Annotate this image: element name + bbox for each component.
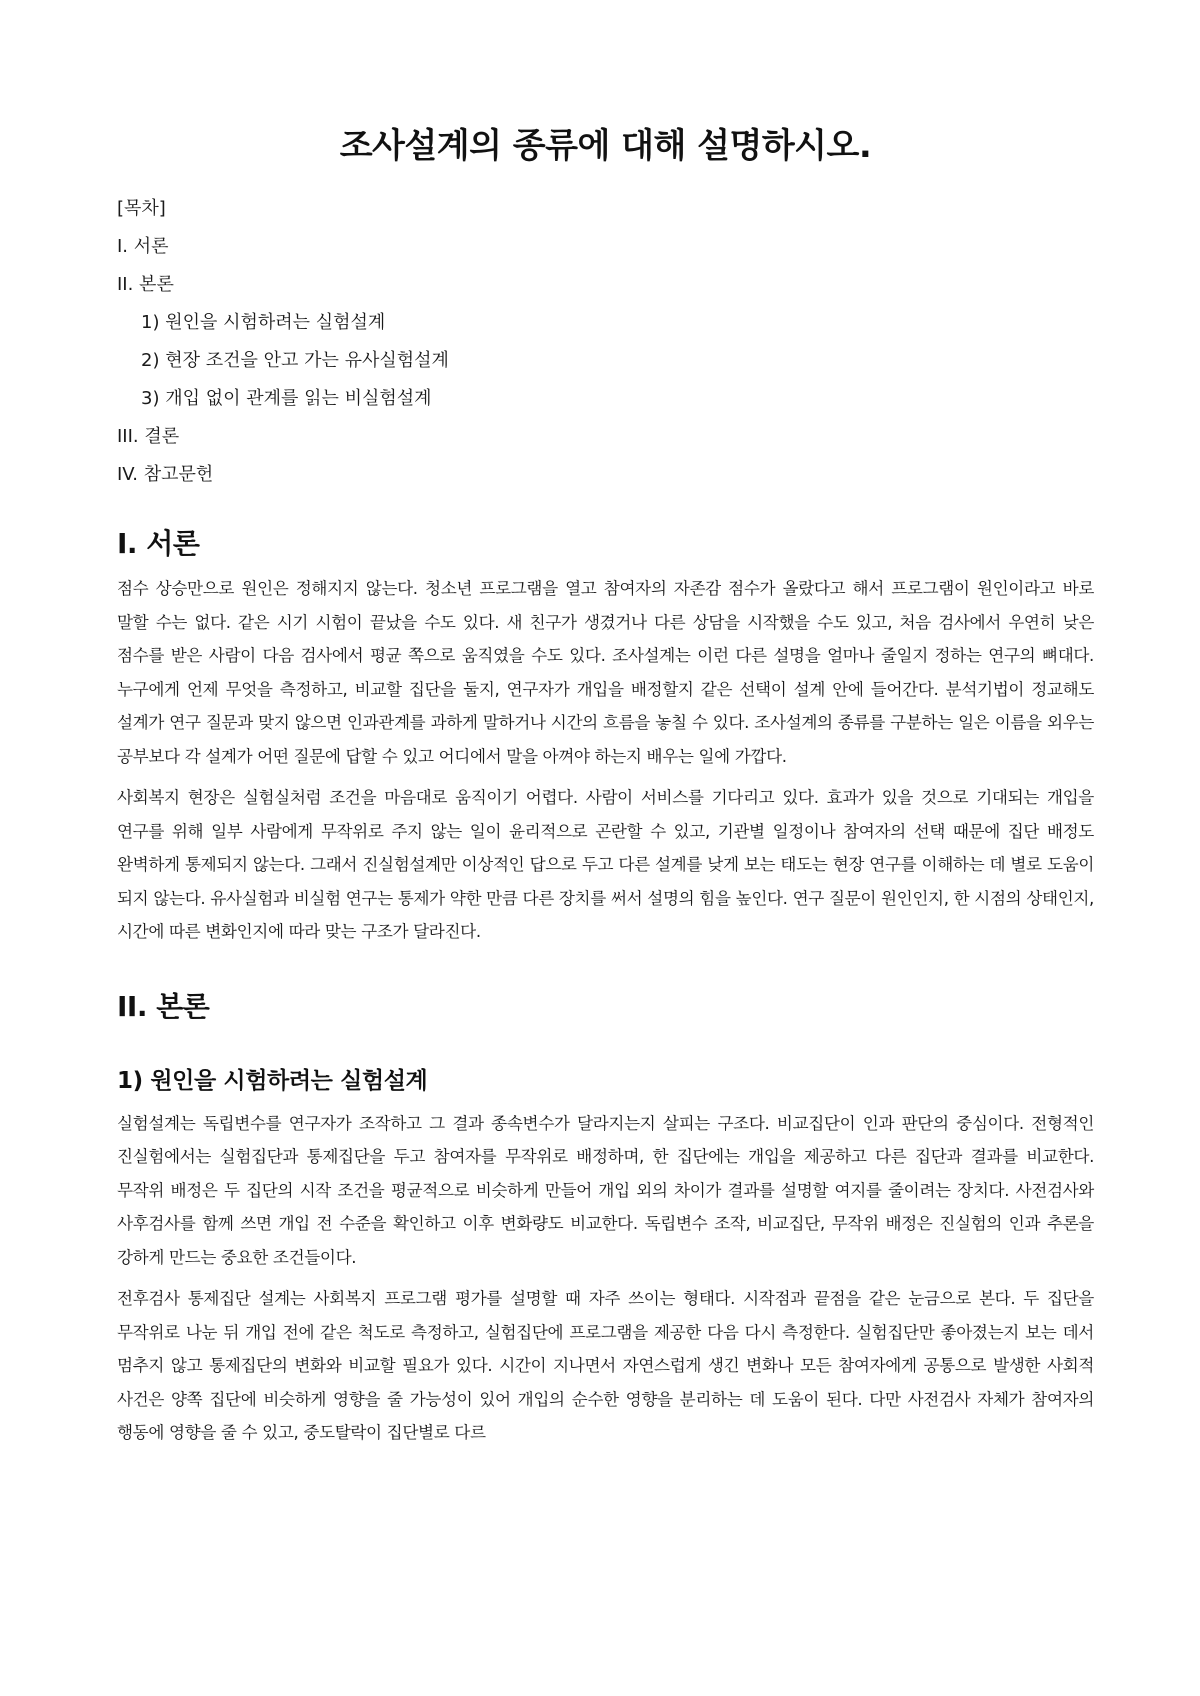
toc-heading: [목차] (117, 198, 166, 219)
experimental-design-paragraph-1: 실험설계는 독립변수를 연구자가 조작하고 그 결과 종속변수가 달라지는지 살피는 구조다. 비교집단이 인과 판단의 중심이다. 전형적인 진실험에서는 실험집단과 통제집단을 두고 참여자를 무작위로 배정하며, 한 집단에는 개입을 제공하고 다른 집단과 결과를 비교한다. 무작위 배정은 두 집단의 시작 조건을 평균적으로 비슷하게 만들어 개입 외의 차이가 결과를 설명할 여지를 줄이려는 장치다. 사전검사와 사후검사를 함께 쓰면 개입 전 수준을 확인하고 이후 변화량도 비교한다. 독립변수 조작, 비교집단, 무작위 배정은 진실험의 인과 추론을 강하게 만드는 중요한 조건들이다. (117, 1113, 1094, 1267)
body-heading: II. 본론 (117, 989, 210, 1023)
toc-item-body: II. 본론 (117, 274, 174, 295)
toc-item-non-experimental: 3) 개입 없이 관계를 읽는 비실험설계 (141, 388, 432, 409)
toc-item-intro: I. 서론 (117, 236, 169, 257)
toc-item-experimental: 1) 원인을 시험하려는 실험설계 (141, 312, 386, 333)
toc-item-references: IV. 참고문헌 (117, 464, 214, 485)
intro-paragraph-2: 사회복지 현장은 실험실처럼 조건을 마음대로 움직이기 어렵다. 사람이 서비스를 기다리고 있다. 효과가 있을 것으로 기대되는 개입을 연구를 위해 일부 사람에게 무작위로 주지 않는 일이 윤리적으로 곤란할 수 있고, 기관별 일정이나 참여자의 선택 때문에 집단 배정도 완벽하게 통제되지 않는다. 그래서 진실험설계만 이상적인 답으로 두고 다른 설계를 낮게 보는 태도는 현장 연구를 이해하는 데 별로 도움이 되지 않는다. 유사실험과 비실험 연구는 통제가 약한 만큼 다른 장치를 써서 설명의 힘을 높인다. 연구 질문이 원인인지, 한 시점의 상태인지, 시간에 따른 변화인지에 따라 맞는 구조가 달라진다. (117, 788, 1094, 941)
document-title: 조사설계의 종류에 대해 설명하시오. (339, 126, 872, 166)
table-of-contents (117, 190, 1094, 494)
toc-item-conclusion: III. 결론 (117, 426, 180, 447)
document-page (117, 0, 1094, 1450)
experimental-design-heading: 1) 원인을 시험하려는 실험설계 (117, 1067, 428, 1094)
intro-heading: I. 서론 (117, 527, 200, 560)
experimental-design-paragraph-2: 전후검사 통제집단 설계는 사회복지 프로그램 평가를 설명할 때 자주 쓰이는 형태다. 시작점과 끝점을 같은 눈금으로 본다. 두 집단을 무작위로 나눈 뒤 개입 전에 같은 척도로 측정하고, 실험집단에 프로그램을 제공한 다음 다시 측정한다. 실험집단만 좋아졌는지 보는 데서 멈추지 않고 통제집단의 변화와 비교할 필요가 있다. 시간이 지나면서 자연스럽게 생긴 변화나 모든 참여자에게 공통으로 발생한 사회적 사건은 양쪽 집단에 비슷하게 영향을 줄 가능성이 있어 개입의 순수한 영향을 분리하는 데 도움이 된다. 다만 사전검사 자체가 참여자의 행동에 영향을 줄 수 있고, 중도탈락이 집단별로 다르 (117, 1289, 1094, 1442)
toc-item-quasi-experimental: 2) 현장 조건을 안고 가는 유사실험설계 (141, 350, 449, 371)
intro-paragraph-1: 점수 상승만으로 원인은 정해지지 않는다. 청소년 프로그램을 열고 참여자의 자존감 점수가 올랐다고 해서 프로그램이 원인이라고 바로 말할 수는 없다. 같은 시기 시험이 끝났을 수도 있다. 새 친구가 생겼거나 다른 상담을 시작했을 수도 있고, 처음 검사에서 우연히 낮은 점수를 받은 사람이 다음 검사에서 평균 쪽으로 움직였을 수도 있다. 조사설계는 이런 다른 설명을 얼마나 줄일지 정하는 연구의 뼈대다. 누구에게 언제 무엇을 측정하고, 비교할 집단을 둘지, 연구자가 개입을 배정할지 같은 선택이 설계 안에 들어간다. 분석기법이 정교해도 설계가 연구 질문과 맞지 않으면 인과관계를 과하게 말하거나 시간의 흐름을 놓칠 수 있다. 조사설계의 종류를 구분하는 일은 이름을 외우는 공부보다 각 설계가 어떤 질문에 답할 수 있고 어디에서 말을 아껴야 하는지 배우는 일에 가깝다. (117, 579, 1094, 766)
